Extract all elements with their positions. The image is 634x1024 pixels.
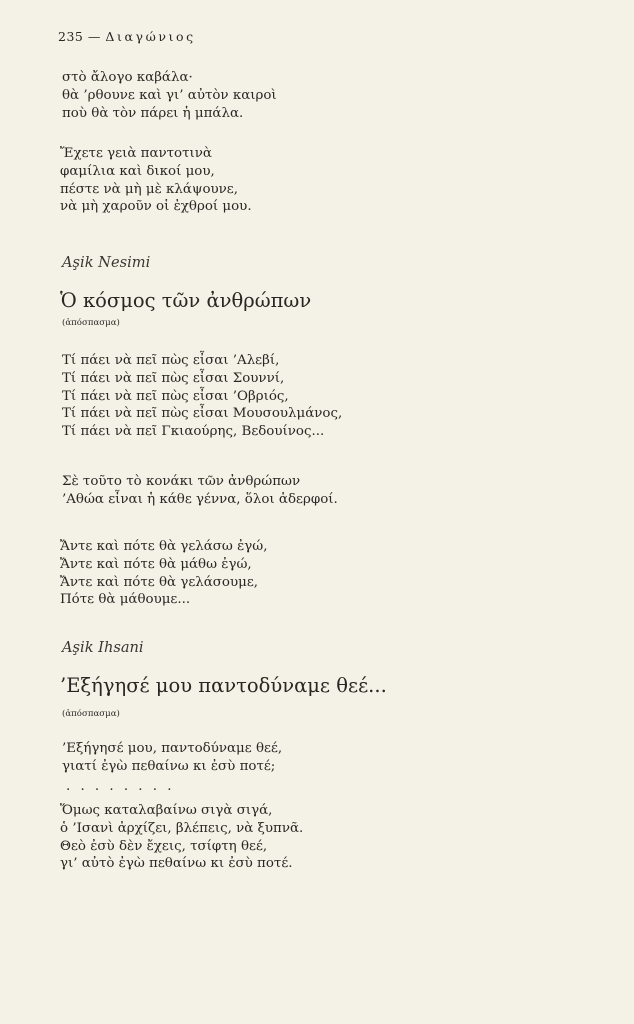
verse-line: Τί πάει νὰ πεῖ πὼς εἶσαι Σουννί, [62,370,285,386]
verse-line: θὰ ’ρθουνε καὶ γι’ αὐτὸν καιροὶ [62,87,277,103]
poem-stanza [62,473,338,509]
verse-line: Ἄντε καὶ πότε θὰ μάθω ἐγώ, [60,556,252,572]
excerpt-note: (ἀπόσπασμα) [62,318,120,328]
verse-line: Σὲ τοῦτο τὸ κονάκι τῶν ἀνθρώπων [62,474,301,489]
verse-line: γιατί ἐγὼ πεθαίνω κι ἐσὺ ποτέ; [62,758,276,774]
running-title: Διαγώνιος [105,29,196,44]
verse-line: Θεὸ ἐσὺ δὲν ἔχεις, τσίφτη θεέ, [60,838,268,854]
verse-line: ’Εξήγησέ μου, παντοδύναμε θεέ, [62,741,283,756]
ellipsis-row: ........ [66,779,182,794]
verse-line: Τί πάει νὰ πεῖ πὼς εἶσαι ’Οβριός, [62,388,289,404]
poem-stanza [62,352,342,441]
verse-line: στὸ ἄλογο καβάλα· [62,70,193,85]
poem-stanza [60,802,303,873]
running-header [58,29,196,44]
excerpt-note: (ἀπόσπασμα) [62,709,120,719]
verse-line: Τί πάει νὰ πεῖ Γκιαούρης, Βεδουίνος... [62,424,325,440]
poem-title: Ὁ κόσμος τῶν ἀνθρώπων [60,289,312,312]
verse-line: Ὅμως καταλαβαίνω σιγὰ σιγά, [60,803,273,818]
verse-line: νὰ μὴ χαροῦν οἱ ἐχθροί μου. [60,199,252,215]
verse-line: ὁ ’Ισανὶ ἀρχίζει, βλέπεις, νὰ ξυπνᾶ. [60,820,304,836]
poem-title: ’Εξήγησέ μου παντοδύναμε θεέ... [60,674,387,697]
header-dash: — [87,29,101,44]
verse-line: Τί πάει νὰ πεῖ πὼς εἶσαι ’Αλεβί, [62,353,280,368]
stanza-continuation-2 [60,145,252,216]
stanza-continuation-1 [62,69,277,122]
verse-line: Πότε θὰ μάθουμε... [60,592,191,608]
verse-line: Ἔχετε γειὰ παντοτινὰ [60,146,212,161]
verse-line: Ἄντε καὶ πότε θὰ γελάσουμε, [60,574,259,590]
author-name: Aşik Nesimi [62,254,151,271]
poem-stanza [62,740,282,776]
verse-line: πέστε νὰ μὴ μὲ κλάψουνε, [60,181,238,197]
page-number: 235 [58,29,84,44]
author-name: Aşik Ihsani [62,639,144,656]
verse-line: ’Αθώα εἶναι ἡ κάθε γέννα, ὅλοι ἀδερφοί. [62,491,338,507]
verse-line: φαμίλια καὶ δικοί μου, [60,163,215,179]
verse-line: ποὺ θὰ τὸν πάρει ἡ μπάλα. [62,105,244,121]
poem-stanza [60,538,267,609]
verse-line: Ἄντε καὶ πότε θὰ γελάσω ἐγώ, [60,539,268,554]
verse-line: Τί πάει νὰ πεῖ πὼς εἶσαι Μουσουλμάνος, [62,406,343,422]
verse-line: γι’ αὐτὸ ἐγὼ πεθαίνω κι ἐσὺ ποτέ. [60,856,293,872]
